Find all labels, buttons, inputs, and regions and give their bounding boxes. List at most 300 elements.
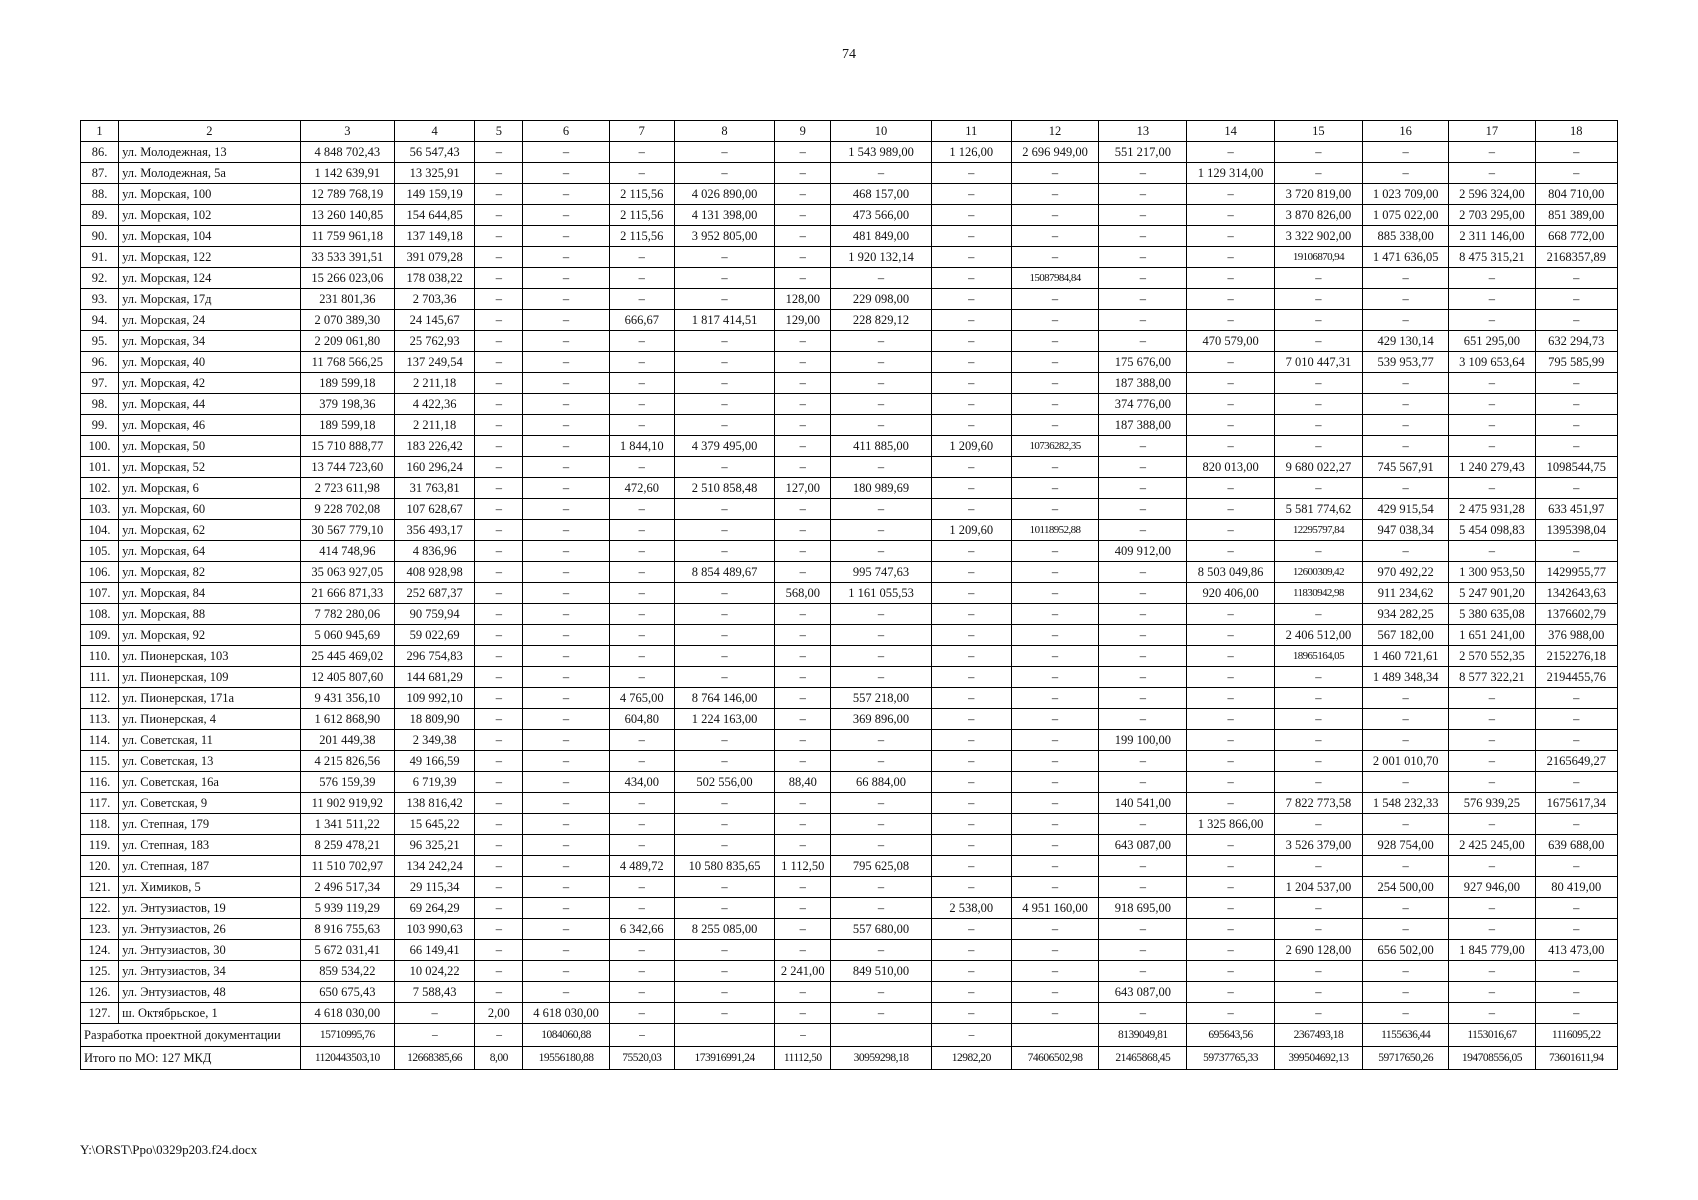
amount-cell: – — [523, 163, 609, 184]
row-number-cell: 118. — [81, 814, 119, 835]
amount-cell: 5 672 031,41 — [300, 940, 394, 961]
table-row — [81, 772, 1618, 793]
amount-cell: – — [775, 226, 831, 247]
amount-cell: – — [931, 289, 1011, 310]
amount-cell: – — [523, 583, 609, 604]
amount-cell: – — [1099, 625, 1187, 646]
amount-cell: – — [775, 457, 831, 478]
amount-cell: – — [775, 142, 831, 163]
amount-cell: – — [775, 604, 831, 625]
amount-cell: 187 388,00 — [1099, 415, 1187, 436]
row-number-cell: 98. — [81, 394, 119, 415]
table-row — [81, 310, 1618, 331]
amount-cell: – — [674, 898, 774, 919]
row-number-cell: 86. — [81, 142, 119, 163]
amount-cell: – — [775, 163, 831, 184]
table-header — [81, 121, 1618, 142]
amount-cell: – — [674, 982, 774, 1003]
amount-cell: – — [775, 184, 831, 205]
amount-cell: – — [674, 289, 774, 310]
amount-cell: – — [931, 625, 1011, 646]
amount-cell: 1 126,00 — [931, 142, 1011, 163]
amount-cell: – — [775, 982, 831, 1003]
amount-cell: – — [1187, 415, 1274, 436]
amount-cell: – — [674, 520, 774, 541]
table-row — [81, 142, 1618, 163]
amount-cell: – — [475, 751, 523, 772]
table-row — [81, 793, 1618, 814]
amount-cell: – — [775, 688, 831, 709]
row-number-cell: 99. — [81, 415, 119, 436]
amount-cell: – — [931, 814, 1011, 835]
amount-cell: – — [1187, 667, 1274, 688]
column-number-header: 11 — [931, 121, 1011, 142]
amount-cell: – — [775, 331, 831, 352]
amount-cell: – — [394, 1003, 474, 1024]
amount-cell: – — [775, 646, 831, 667]
amount-cell: – — [1011, 709, 1098, 730]
amount-cell: – — [1363, 982, 1449, 1003]
amount-cell: 69 264,29 — [394, 898, 474, 919]
row-number-cell: 88. — [81, 184, 119, 205]
address-cell: ул. Молодежная, 13 — [119, 142, 301, 163]
amount-cell: – — [609, 604, 674, 625]
amount-cell: 2 115,56 — [609, 226, 674, 247]
amount-cell: 2 311 146,00 — [1449, 226, 1535, 247]
table-row — [81, 352, 1618, 373]
amount-cell: 25 762,93 — [394, 331, 474, 352]
amount-cell: 411 885,00 — [831, 436, 931, 457]
amount-cell: – — [1363, 541, 1449, 562]
amount-cell: 2,00 — [475, 1003, 523, 1024]
amount-cell: – — [1449, 751, 1535, 772]
amount-cell: – — [609, 625, 674, 646]
summary-amount-cell: 12668385,66 — [394, 1047, 474, 1070]
amount-cell: – — [1099, 814, 1187, 835]
table-row — [81, 373, 1618, 394]
amount-cell: – — [609, 835, 674, 856]
amount-cell: 183 226,42 — [394, 436, 474, 457]
amount-cell: – — [1274, 289, 1362, 310]
amount-cell: – — [1099, 226, 1187, 247]
amount-cell: – — [609, 520, 674, 541]
table-row — [81, 667, 1618, 688]
amount-cell: – — [1187, 352, 1274, 373]
amount-cell: – — [523, 436, 609, 457]
amount-cell: 1 548 232,33 — [1363, 793, 1449, 814]
amount-cell: 2194455,76 — [1535, 667, 1617, 688]
row-number-cell: 107. — [81, 583, 119, 604]
amount-cell: – — [1187, 709, 1274, 730]
amount-cell: 4 379 495,00 — [674, 436, 774, 457]
amount-cell: – — [1099, 1003, 1187, 1024]
table-row — [81, 163, 1618, 184]
column-number-header: 3 — [300, 121, 394, 142]
amount-cell: – — [475, 289, 523, 310]
amount-cell: 1 209,60 — [931, 436, 1011, 457]
amount-cell: – — [674, 268, 774, 289]
address-cell: ул. Пионерская, 109 — [119, 667, 301, 688]
amount-cell: 2 349,38 — [394, 730, 474, 751]
amount-cell: 7 822 773,58 — [1274, 793, 1362, 814]
amount-cell: – — [931, 331, 1011, 352]
amount-cell: – — [775, 394, 831, 415]
amount-cell: – — [609, 667, 674, 688]
amount-cell: 11 510 702,97 — [300, 856, 394, 877]
amount-cell: – — [1363, 688, 1449, 709]
address-cell: ул. Морская, 17д — [119, 289, 301, 310]
amount-cell: – — [1274, 142, 1362, 163]
amount-cell: – — [523, 205, 609, 226]
amount-cell: – — [674, 541, 774, 562]
row-number-cell: 87. — [81, 163, 119, 184]
amount-cell: – — [609, 793, 674, 814]
amount-cell: – — [1449, 856, 1535, 877]
summary-label-cell: Разработка проектной документации — [81, 1024, 301, 1047]
amount-cell: 551 217,00 — [1099, 142, 1187, 163]
amount-cell: – — [831, 625, 931, 646]
amount-cell: – — [1274, 541, 1362, 562]
row-number-cell: 97. — [81, 373, 119, 394]
amount-cell: – — [1099, 772, 1187, 793]
row-number-cell: 110. — [81, 646, 119, 667]
amount-cell: – — [609, 268, 674, 289]
amount-cell: – — [775, 415, 831, 436]
amount-cell: – — [1011, 163, 1098, 184]
amount-cell: – — [674, 373, 774, 394]
amount-cell: – — [1011, 205, 1098, 226]
amount-cell: – — [1449, 268, 1535, 289]
amount-cell: 2 425 245,00 — [1449, 835, 1535, 856]
amount-cell: – — [1099, 961, 1187, 982]
amount-cell: – — [523, 961, 609, 982]
amount-cell: – — [1535, 688, 1617, 709]
amount-cell: 15087984,84 — [1011, 268, 1098, 289]
amount-cell: 2 001 010,70 — [1363, 751, 1449, 772]
amount-cell: 995 747,63 — [831, 562, 931, 583]
amount-cell: 140 541,00 — [1099, 793, 1187, 814]
summary-amount-cell: 12982,20 — [931, 1047, 1011, 1070]
amount-cell: – — [775, 352, 831, 373]
amount-cell: – — [674, 331, 774, 352]
amount-cell: – — [1535, 730, 1617, 751]
amount-cell: – — [931, 562, 1011, 583]
amount-cell: – — [609, 415, 674, 436]
amount-cell: – — [1535, 898, 1617, 919]
amount-cell: – — [1449, 688, 1535, 709]
amount-cell: – — [475, 541, 523, 562]
amount-cell: – — [1363, 898, 1449, 919]
amount-cell: – — [523, 982, 609, 1003]
amount-cell: – — [1187, 436, 1274, 457]
amount-cell: – — [931, 793, 1011, 814]
row-number-cell: 116. — [81, 772, 119, 793]
total-row — [81, 1047, 1618, 1070]
amount-cell: – — [1099, 499, 1187, 520]
amount-cell: – — [1449, 730, 1535, 751]
amount-cell: – — [1274, 709, 1362, 730]
address-cell: ул. Морская, 52 — [119, 457, 301, 478]
table-row — [81, 730, 1618, 751]
amount-cell: – — [523, 541, 609, 562]
amount-cell: 1 240 279,43 — [1449, 457, 1535, 478]
amount-cell: 2 475 931,28 — [1449, 499, 1535, 520]
row-number-cell: 112. — [81, 688, 119, 709]
amount-cell: – — [1187, 310, 1274, 331]
amount-cell: – — [831, 1003, 931, 1024]
address-cell: ул. Степная, 183 — [119, 835, 301, 856]
amount-cell: – — [1011, 184, 1098, 205]
amount-cell: – — [775, 940, 831, 961]
amount-cell: – — [674, 499, 774, 520]
amount-cell: – — [609, 877, 674, 898]
amount-cell: – — [831, 352, 931, 373]
amount-cell: – — [831, 835, 931, 856]
amount-cell: – — [523, 646, 609, 667]
row-number-cell: 93. — [81, 289, 119, 310]
amount-cell: 859 534,22 — [300, 961, 394, 982]
amount-cell: – — [609, 289, 674, 310]
row-number-cell: 104. — [81, 520, 119, 541]
amount-cell: 429 130,14 — [1363, 331, 1449, 352]
budget-table-container — [80, 120, 1618, 1070]
amount-cell: – — [609, 499, 674, 520]
amount-cell: – — [523, 478, 609, 499]
amount-cell: – — [523, 520, 609, 541]
table-row — [81, 457, 1618, 478]
amount-cell: 66 884,00 — [831, 772, 931, 793]
amount-cell: – — [674, 163, 774, 184]
address-cell: ул. Морская, 6 — [119, 478, 301, 499]
amount-cell: 576 159,39 — [300, 772, 394, 793]
summary-amount-cell — [674, 1024, 774, 1047]
amount-cell: 8 255 085,00 — [674, 919, 774, 940]
amount-cell: – — [1363, 310, 1449, 331]
amount-cell: – — [1449, 982, 1535, 1003]
amount-cell: – — [775, 793, 831, 814]
row-number-cell: 89. — [81, 205, 119, 226]
amount-cell: – — [674, 751, 774, 772]
amount-cell: 11 768 566,25 — [300, 352, 394, 373]
amount-cell: 927 946,00 — [1449, 877, 1535, 898]
amount-cell: 2 703,36 — [394, 289, 474, 310]
address-cell: ул. Советская, 16а — [119, 772, 301, 793]
amount-cell: 137 249,54 — [394, 352, 474, 373]
amount-cell: – — [1187, 268, 1274, 289]
amount-cell: – — [931, 730, 1011, 751]
amount-cell: – — [775, 520, 831, 541]
summary-amount-cell: 75520,03 — [609, 1047, 674, 1070]
amount-cell: – — [1363, 289, 1449, 310]
amount-cell: – — [831, 541, 931, 562]
amount-cell: 199 100,00 — [1099, 730, 1187, 751]
amount-cell: – — [1363, 373, 1449, 394]
summary-amount-cell: – — [775, 1024, 831, 1047]
column-number-header: 14 — [1187, 121, 1274, 142]
amount-cell: 7 782 280,06 — [300, 604, 394, 625]
amount-cell: – — [475, 625, 523, 646]
column-number-header: 12 — [1011, 121, 1098, 142]
amount-cell: – — [1363, 436, 1449, 457]
amount-cell: – — [523, 331, 609, 352]
amount-cell: – — [931, 457, 1011, 478]
amount-cell: 9 431 356,10 — [300, 688, 394, 709]
column-number-header: 7 — [609, 121, 674, 142]
amount-cell: 5 060 945,69 — [300, 625, 394, 646]
amount-cell: – — [475, 163, 523, 184]
address-cell: ул. Морская, 64 — [119, 541, 301, 562]
amount-cell: – — [1449, 709, 1535, 730]
amount-cell: 851 389,00 — [1535, 205, 1617, 226]
amount-cell: 470 579,00 — [1187, 331, 1274, 352]
amount-cell: 1395398,04 — [1535, 520, 1617, 541]
amount-cell: 650 675,43 — [300, 982, 394, 1003]
amount-cell: – — [1099, 709, 1187, 730]
amount-cell: – — [1011, 961, 1098, 982]
amount-cell: – — [1099, 457, 1187, 478]
amount-cell: 934 282,25 — [1363, 604, 1449, 625]
summary-amount-cell: – — [394, 1024, 474, 1047]
amount-cell: – — [931, 268, 1011, 289]
address-cell: ул. Советская, 9 — [119, 793, 301, 814]
amount-cell: – — [1449, 289, 1535, 310]
address-cell: ул. Морская, 46 — [119, 415, 301, 436]
amount-cell: 2 696 949,00 — [1011, 142, 1098, 163]
amount-cell: 1675617,34 — [1535, 793, 1617, 814]
row-number-cell: 126. — [81, 982, 119, 1003]
amount-cell: – — [1011, 226, 1098, 247]
amount-cell: – — [931, 247, 1011, 268]
amount-cell: – — [1011, 1003, 1098, 1024]
amount-cell: 90 759,94 — [394, 604, 474, 625]
amount-cell: 8 475 315,21 — [1449, 247, 1535, 268]
amount-cell: – — [1449, 478, 1535, 499]
summary-amount-cell — [831, 1024, 931, 1047]
amount-cell: – — [475, 394, 523, 415]
amount-cell: 374 776,00 — [1099, 394, 1187, 415]
amount-cell: 3 952 805,00 — [674, 226, 774, 247]
header-row — [81, 121, 1618, 142]
amount-cell: – — [831, 457, 931, 478]
amount-cell: 12 789 768,19 — [300, 184, 394, 205]
amount-cell: 668 772,00 — [1535, 226, 1617, 247]
column-number-header: 9 — [775, 121, 831, 142]
amount-cell: 1 023 709,00 — [1363, 184, 1449, 205]
amount-cell: – — [1187, 520, 1274, 541]
address-cell: ул. Пионерская, 4 — [119, 709, 301, 730]
summary-amount-cell: 1116095,22 — [1535, 1024, 1617, 1047]
amount-cell: – — [1535, 163, 1617, 184]
amount-cell: 189 599,18 — [300, 373, 394, 394]
address-cell: ул. Пионерская, 171а — [119, 688, 301, 709]
address-cell: ул. Энтузиастов, 48 — [119, 982, 301, 1003]
row-number-cell: 120. — [81, 856, 119, 877]
amount-cell: – — [931, 415, 1011, 436]
amount-cell: – — [1099, 289, 1187, 310]
amount-cell: – — [609, 751, 674, 772]
amount-cell: 666,67 — [609, 310, 674, 331]
amount-cell: – — [609, 583, 674, 604]
amount-cell: 9 228 702,08 — [300, 499, 394, 520]
amount-cell: – — [1011, 730, 1098, 751]
amount-cell: – — [1535, 142, 1617, 163]
amount-cell: 1 224 163,00 — [674, 709, 774, 730]
amount-cell: – — [931, 604, 1011, 625]
amount-cell: – — [1274, 310, 1362, 331]
amount-cell: – — [831, 499, 931, 520]
amount-cell: – — [609, 562, 674, 583]
amount-cell: 651 295,00 — [1449, 331, 1535, 352]
amount-cell: – — [931, 667, 1011, 688]
amount-cell: 11830942,98 — [1274, 583, 1362, 604]
amount-cell: 4 836,96 — [394, 541, 474, 562]
amount-cell: – — [1274, 1003, 1362, 1024]
summary-amount-cell — [1011, 1024, 1098, 1047]
amount-cell: – — [609, 898, 674, 919]
summary-amount-cell: 8,00 — [475, 1047, 523, 1070]
amount-cell: – — [674, 646, 774, 667]
table-row — [81, 541, 1618, 562]
amount-cell: – — [931, 961, 1011, 982]
address-cell: ул. Энтузиастов, 30 — [119, 940, 301, 961]
amount-cell: – — [1274, 667, 1362, 688]
amount-cell: – — [1535, 541, 1617, 562]
table-row — [81, 268, 1618, 289]
amount-cell: 502 556,00 — [674, 772, 774, 793]
amount-cell: 10736282,35 — [1011, 436, 1098, 457]
amount-cell: 567 182,00 — [1363, 625, 1449, 646]
amount-cell: – — [475, 436, 523, 457]
amount-cell: – — [1011, 562, 1098, 583]
amount-cell: 154 644,85 — [394, 205, 474, 226]
amount-cell: 129,00 — [775, 310, 831, 331]
amount-cell: – — [475, 415, 523, 436]
amount-cell: – — [1187, 478, 1274, 499]
amount-cell: 2 115,56 — [609, 205, 674, 226]
amount-cell: 103 990,63 — [394, 919, 474, 940]
amount-cell: – — [1535, 289, 1617, 310]
amount-cell: – — [475, 583, 523, 604]
amount-cell: – — [523, 457, 609, 478]
amount-cell: 1 817 414,51 — [674, 310, 774, 331]
column-number-header: 4 — [394, 121, 474, 142]
amount-cell: – — [1363, 415, 1449, 436]
amount-cell: – — [1011, 835, 1098, 856]
table-row — [81, 982, 1618, 1003]
row-number-cell: 91. — [81, 247, 119, 268]
amount-cell: 3 870 826,00 — [1274, 205, 1362, 226]
amount-cell: – — [609, 961, 674, 982]
amount-cell: – — [931, 310, 1011, 331]
amount-cell: – — [674, 667, 774, 688]
amount-cell: – — [609, 394, 674, 415]
amount-cell: – — [523, 268, 609, 289]
address-cell: ул. Морская, 124 — [119, 268, 301, 289]
amount-cell: – — [609, 247, 674, 268]
amount-cell: – — [523, 835, 609, 856]
amount-cell: – — [1449, 373, 1535, 394]
amount-cell: 2152276,18 — [1535, 646, 1617, 667]
amount-cell: – — [831, 604, 931, 625]
table-row — [81, 415, 1618, 436]
table-row — [81, 436, 1618, 457]
amount-cell: – — [523, 415, 609, 436]
amount-cell: – — [523, 562, 609, 583]
amount-cell: – — [1449, 919, 1535, 940]
amount-cell: – — [674, 835, 774, 856]
column-number-header: 5 — [475, 121, 523, 142]
amount-cell: – — [931, 205, 1011, 226]
